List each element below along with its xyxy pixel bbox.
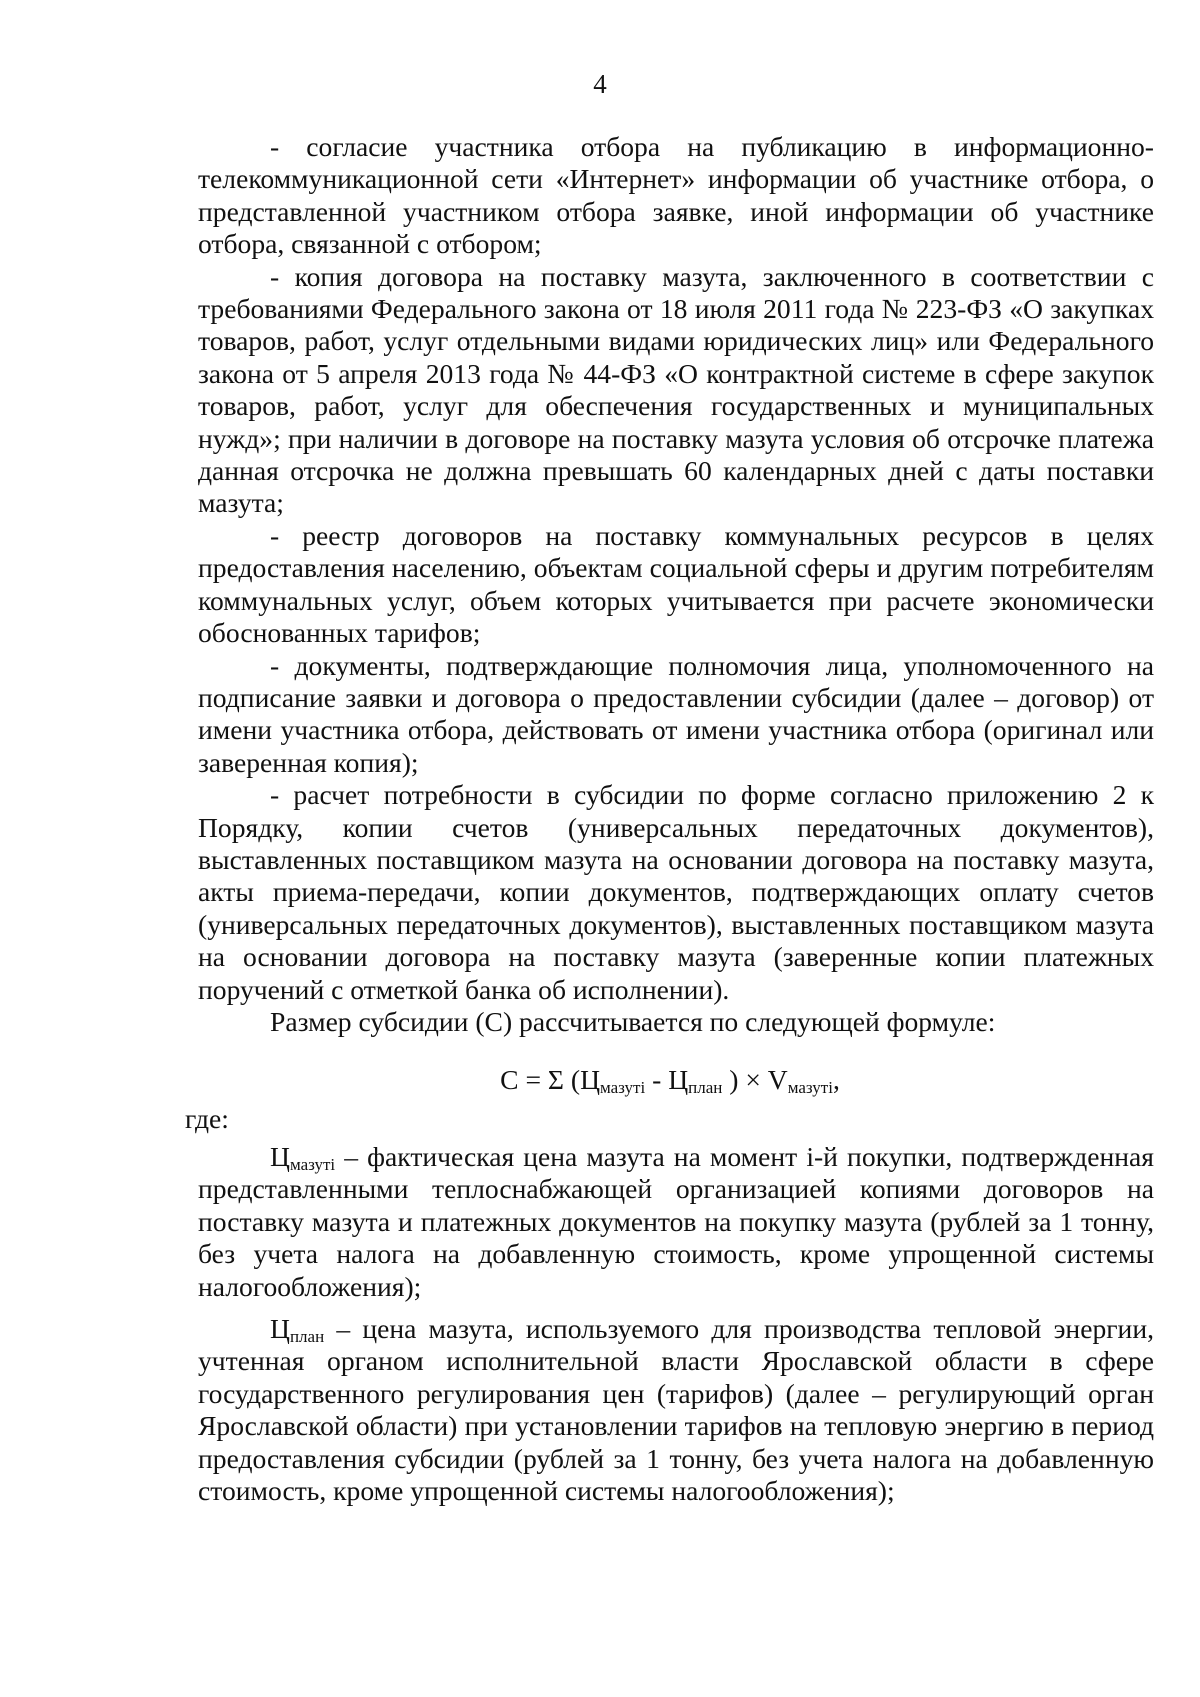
formula-part: ) × V bbox=[722, 1064, 788, 1095]
page-number: 4 bbox=[593, 69, 607, 99]
definition-symbol: Ц bbox=[270, 1141, 290, 1172]
paragraph-subsidy-calculation: - расчет потребности в субсидии по форме согласно приложению 2 к Порядку, копии счетов (универсальных передаточных документов), выставленных поставщиком мазута на основании договора на поставку мазута, акты приема-передачи, копии документов, подтверждающих оплату счетов (универсальных передаточных документов), выставленных поставщиком мазута на основании договора на поставку мазута (заверенные копии платежных поручений с отметкой банка об исполнении). bbox=[198, 779, 1154, 1005]
where-label: где: bbox=[185, 1103, 229, 1134]
paragraph-consent: - согласие участника отбора на публикацию в информационно-телекоммуникационной сети «Интернет» информации об участнике отбора, о представленной участником отбора заявке, иной информации об участнике отбора, связанной с отбором; bbox=[198, 131, 1154, 260]
document-body bbox=[198, 131, 1154, 1038]
formula-definitions bbox=[198, 1141, 1154, 1517]
definition-subscript: мазутi bbox=[289, 1155, 336, 1174]
paragraph-formula-intro: Размер субсидии (С) рассчитывается по следующей формуле: bbox=[270, 1005, 996, 1037]
paragraph-contract-copy: - копия договора на поставку мазута, заключенного в соответствии с требованиями Федерального закона от 18 июля 2011 года № 223-ФЗ «О закупках товаров, работ, услуг отдельными видами юридических лиц» или Федерального закона от 5 апреля 2013 года № 44-ФЗ «О контрактной системе в сфере закупок товаров, работ, услуг для обеспечения государственных и муниципальных нужд»; при наличии в договоре на поставку мазута условия об отсрочке платежа данная отсрочка не должна превышать 60 календарных дней с даты поставки мазута; bbox=[198, 260, 1154, 519]
definition-planned-price bbox=[198, 1313, 1154, 1507]
paragraph-authority-documents: - документы, подтверждающие полномочия лица, уполномоченного на подписание заявки и договора о предоставлении субсидии (далее – договор) от имени участника отбора, действовать от имени участника отбора (оригинал или заверенная копия); bbox=[198, 649, 1154, 778]
definition-text: – цена мазута, используемого для производства тепловой энергии, учтенная органом исполнительной власти Ярославской области в сфере государственного регулирования цен (тарифов) (далее – регулирующий орган Ярославской области) при установлении тарифов на тепловую энергию в период предоставления субсидии (рублей за 1 тонну, без учета налога на добавленную стоимость, кроме упрощенной системы налогообложения); bbox=[198, 1313, 1154, 1507]
formula-subscript: план bbox=[688, 1078, 723, 1097]
paragraph-registry: - реестр договоров на поставку коммунальных ресурсов в целях предоставления населению, объектам социальной сферы и другим потребителям коммунальных услуг, объем которых учитывается при расчете экономически обоснованных тарифов; bbox=[198, 519, 1154, 649]
definition-text: – фактическая цена мазута на момент i-й покупки, подтвержденная представленными теплоснабжающей организацией копиями договоров на поставку мазута и платежных документов на покупку мазута (рублей за 1 тонну, без учета налога на добавленную стоимость, кроме упрощенной системы налогообложения); bbox=[198, 1141, 1154, 1302]
subsidy-formula bbox=[0, 1063, 1200, 1097]
formula-part: - Ц bbox=[645, 1064, 689, 1095]
formula-part: С = Σ (Ц bbox=[500, 1064, 600, 1095]
formula-subscript: мазутi bbox=[787, 1078, 833, 1097]
definition-actual-price bbox=[198, 1141, 1154, 1303]
definition-symbol: Ц bbox=[270, 1313, 290, 1345]
definition-subscript: план bbox=[289, 1327, 325, 1347]
formula-subscript: мазутi bbox=[600, 1078, 646, 1097]
formula-part: , bbox=[832, 1064, 840, 1095]
